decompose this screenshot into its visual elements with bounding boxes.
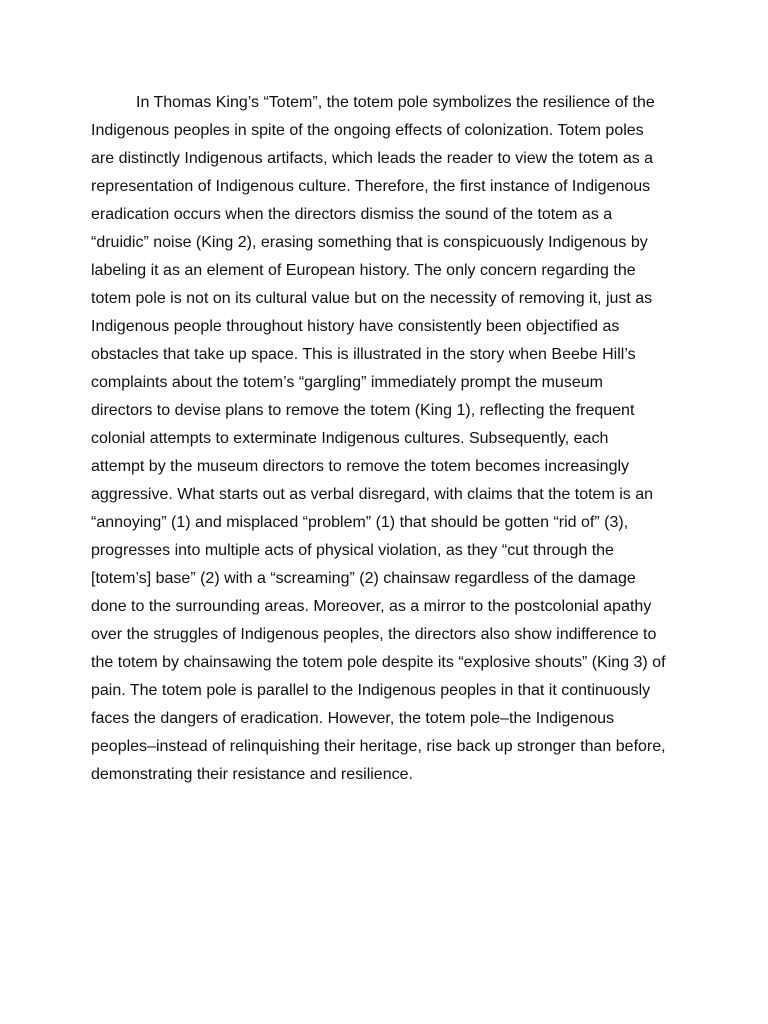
paragraph-line: Indigenous people throughout history have consistently been objectified as bbox=[91, 318, 620, 335]
paragraph-line: faces the dangers of eradication. However, the totem pole–the Indigenous bbox=[91, 710, 615, 727]
paragraph-line: [totem’s] base” (2) with a “screaming” (2) chainsaw regardless of the damage bbox=[91, 570, 636, 587]
paragraph-line: aggressive. What starts out as verbal disregard, with claims that the totem is an bbox=[91, 486, 654, 503]
paragraph-line: attempt by the museum directors to remove the totem becomes increasingly bbox=[91, 458, 630, 475]
essay-paragraph bbox=[91, 89, 681, 789]
paragraph-line: over the struggles of Indigenous peoples, the directors also show indifference to bbox=[91, 626, 657, 643]
paragraph-line: eradication occurs when the directors dismiss the sound of the totem as a bbox=[91, 206, 613, 223]
paragraph-line: representation of Indigenous culture. Therefore, the first instance of Indigenous bbox=[91, 178, 651, 195]
paragraph-line: progresses into multiple acts of physical violation, as they “cut through the bbox=[91, 542, 614, 559]
paragraph-line: In Thomas King’s “Totem”, the totem pole symbolizes the resilience of the bbox=[136, 94, 655, 111]
paragraph-line: obstacles that take up space. This is illustrated in the story when Beebe Hill’s bbox=[91, 346, 636, 363]
paragraph-line: complaints about the totem’s “gargling” immediately prompt the museum bbox=[91, 374, 603, 391]
paragraph-line: labeling it as an element of European history. The only concern regarding the bbox=[91, 262, 636, 279]
paragraph-line: colonial attempts to exterminate Indigenous cultures. Subsequently, each bbox=[91, 430, 609, 447]
paragraph-line: the totem by chainsawing the totem pole despite its “explosive shouts” (King 3) of bbox=[91, 654, 666, 671]
paragraph-line: totem pole is not on its cultural value but on the necessity of removing it, just as bbox=[91, 290, 653, 307]
paragraph-line: pain. The totem pole is parallel to the Indigenous peoples in that it continuously bbox=[91, 682, 651, 699]
paragraph-line: “druidic” noise (King 2), erasing something that is conspicuously Indigenous by bbox=[91, 234, 648, 251]
paragraph-line: demonstrating their resistance and resilience. bbox=[91, 766, 413, 783]
paragraph-line: Indigenous peoples in spite of the ongoing effects of colonization. Totem poles bbox=[91, 122, 644, 139]
paragraph-line: directors to devise plans to remove the totem (King 1), reflecting the frequent bbox=[91, 402, 635, 419]
paragraph-line: “annoying” (1) and misplaced “problem” (1) that should be gotten “rid of” (3), bbox=[91, 514, 629, 531]
paragraph-line: peoples–instead of relinquishing their heritage, rise back up stronger than before, bbox=[91, 738, 666, 755]
paragraph-line: done to the surrounding areas. Moreover, as a mirror to the postcolonial apathy bbox=[91, 598, 652, 615]
paragraph-line: are distinctly Indigenous artifacts, which leads the reader to view the totem as a bbox=[91, 150, 654, 167]
